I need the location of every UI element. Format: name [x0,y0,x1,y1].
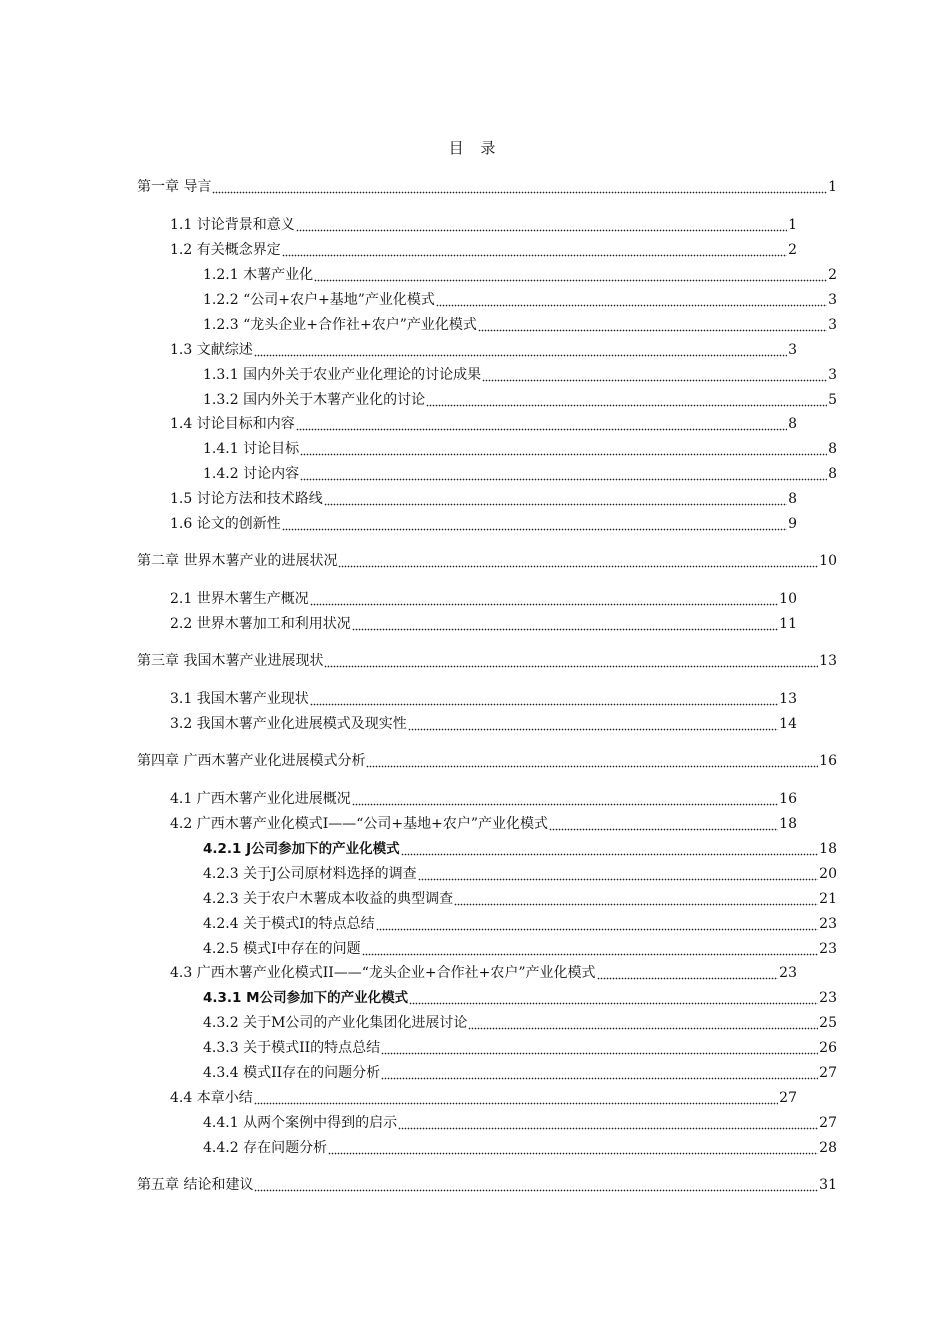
toc-entry-text: 4.3.3 关于模式II的特点总结 [203,1040,381,1056]
toc-page-number: 23 [819,916,837,932]
toc-page-number: 5 [828,392,837,408]
dot-leader [468,1014,818,1032]
toc-page-number: 16 [779,791,797,807]
dot-leader [314,266,827,284]
toc-page-number: 13 [819,653,837,669]
toc-entry-text: 4.1 广西木薯产业化进展概况 [170,791,351,807]
dot-leader [352,615,778,633]
toc-entry-2-2[interactable] [170,611,797,633]
toc-entry-chapter-1[interactable] [137,174,837,196]
toc-entry-4-3-2[interactable] [203,1010,837,1032]
toc-entry-text: 第一章 导言 [137,179,212,195]
toc-entry-text: 4.2.5 模式Ⅰ中存在的问题 [203,941,361,957]
dot-leader [300,465,827,483]
dot-leader [401,840,819,858]
toc-entry-4-2-5[interactable] [203,936,837,958]
toc-entry-2-1[interactable] [170,586,797,608]
toc-entry-text: 第二章 世界木薯产业的进展状况 [137,553,338,569]
toc-entry-4-4-2[interactable] [203,1135,837,1157]
toc-entry-4-2-3b[interactable] [203,886,837,908]
toc-entry-text: 1.2.2 “公司+农户+基地”产业化模式 [203,292,435,308]
toc-page-number: 2 [788,242,797,258]
toc-page-number: 23 [779,965,797,981]
dot-leader [328,1139,818,1157]
dot-leader [282,241,787,259]
toc-page-number: 8 [828,466,837,482]
toc-entry-text: 4.2 广西木薯产业化模式Ⅰ——“公司+基地+农户”产业化模式 [170,816,549,832]
toc-entry-text: 3.2 我国木薯产业化进展模式及现实性 [170,716,407,732]
toc-entry-1-4-2[interactable] [203,461,837,483]
dot-leader [398,1114,818,1132]
toc-entry-4-3-1[interactable] [203,985,837,1007]
toc-entry-text: 4.3.4 模式II存在的问题分析 [203,1065,381,1081]
toc-entry-4-4[interactable] [170,1085,797,1107]
dot-leader [296,415,787,433]
dot-leader [381,1039,818,1057]
toc-entry-4-1[interactable] [170,786,797,808]
toc-page-number: 20 [819,866,837,882]
dot-leader [300,440,827,458]
dot-leader [282,515,787,533]
dot-leader [310,590,778,608]
toc-entry-1-2[interactable] [170,237,797,259]
toc-entry-1-3-1[interactable] [203,362,837,384]
toc-entry-text: 1.1 讨论背景和意义 [170,217,295,233]
toc-entry-text: 4.3.2 关于M公司的产业化集团化进展讨论 [203,1015,468,1031]
toc-entry-4-3[interactable] [170,960,797,982]
dot-leader [352,790,778,808]
toc-page-number: 2 [828,267,837,283]
toc-page-number: 14 [779,716,797,732]
dot-leader [597,964,779,982]
toc-entry-1-2-2[interactable] [203,287,837,309]
toc-entry-4-3-3[interactable] [203,1035,837,1057]
toc-page-number: 18 [819,841,837,857]
toc-entry-4-4-1[interactable] [203,1110,837,1132]
toc-entry-4-3-4[interactable] [203,1060,837,1082]
toc-page-number: 31 [819,1177,837,1193]
toc-entry-1-1[interactable] [170,212,797,234]
toc-entry-1-3-2[interactable] [203,387,837,409]
page-title: 目 录 [448,139,502,157]
dot-leader [366,752,818,770]
toc-entry-chapter-2[interactable] [137,548,837,570]
toc-entry-text: 4.3 广西木薯产业化模式ⅠI——“龙头企业+合作社+农户”产业化模式 [170,965,596,981]
dot-leader [478,316,827,334]
dot-leader [549,815,778,833]
toc-page-number: 16 [819,753,837,769]
dot-leader [362,940,819,958]
toc-entry-text: 1.4.2 讨论内容 [203,466,300,482]
toc-page-number: 21 [819,891,837,907]
toc-entry-text: 第四章 广西木薯产业化进展模式分析 [137,753,366,769]
toc-page-number: 27 [819,1065,837,1081]
toc-entry-text: 2.2 世界木薯加工和利用状况 [170,616,351,632]
toc-entry-3-1[interactable] [170,686,797,708]
toc-entry-chapter-3[interactable] [137,648,837,670]
toc-page-number: 3 [788,342,797,358]
toc-entry-text: 1.2.3 “龙头企业+合作社+农户”产业化模式 [203,317,477,333]
toc-entry-text: 4.2.4 关于模式Ⅰ的特点总结 [203,916,375,932]
toc-page-number: 8 [788,491,797,507]
toc-entry-3-2[interactable] [170,711,797,733]
dot-leader [254,1089,778,1107]
dot-leader [254,1176,818,1194]
toc-entry-1-2-1[interactable] [203,262,837,284]
toc-page-number: 25 [819,1015,837,1031]
toc-page-number: 3 [828,317,837,333]
toc-entry-1-6[interactable] [170,511,797,533]
dot-leader [482,366,827,384]
toc-page-number: 28 [819,1140,837,1156]
toc-page-number: 27 [819,1115,837,1131]
toc-page-number: 23 [819,941,837,957]
toc-page-number: 10 [779,591,797,607]
dot-leader [376,915,819,933]
toc-entry-text: 1.2.1 木薯产业化 [203,267,314,283]
dot-leader [254,341,787,359]
toc-entry-4-2-4[interactable] [203,911,837,933]
toc-entry-chapter-4[interactable] [137,748,837,770]
dot-leader [408,715,778,733]
toc-entry-text: 1.5 讨论方法和技术路线 [170,491,323,507]
toc-page-number: 23 [819,990,837,1006]
dot-leader [426,391,827,409]
dot-leader [338,552,818,570]
dot-leader [296,216,787,234]
dot-leader [324,490,787,508]
toc-entry-text: 1.3 文献综述 [170,342,253,358]
toc-entry-text: 3.1 我国木薯产业现状 [170,691,309,707]
toc-entry-4-2[interactable] [170,811,797,833]
toc-entry-text: 2.1 世界木薯生产概况 [170,591,309,607]
toc-entry-text: 1.4.1 讨论目标 [203,441,300,457]
dot-leader [381,1064,818,1082]
toc-entry-text: 4.3.1 M公司参加下的产业化模式 [203,990,409,1006]
toc-entry-text: 第三章 我国木薯产业进展现状 [137,653,324,669]
toc-entry-text: 4.4.2 存在问题分析 [203,1140,328,1156]
toc-entry-4-2-1[interactable] [203,836,837,858]
toc-page-number: 26 [819,1040,837,1056]
toc-entry-1-4-1[interactable] [203,436,837,458]
toc-entry-text: 1.2 有关概念界定 [170,242,281,258]
dot-leader [310,690,778,708]
dot-leader [418,865,818,883]
toc-page-number: 9 [788,516,797,532]
toc-entry-1-3[interactable] [170,337,797,359]
toc-entry-text: 4.2.3 关于农户木薯成本收益的典型调查 [203,891,454,907]
toc-entry-1-2-3[interactable] [203,312,837,334]
toc-entry-4-2-3a[interactable] [203,861,837,883]
toc-page-number: 18 [779,816,797,832]
dot-leader [324,652,818,670]
toc-page-number: 27 [779,1090,797,1106]
dot-leader [436,291,827,309]
toc-page-number: 8 [828,441,837,457]
toc-page-number: 3 [828,292,837,308]
toc-entry-1-4[interactable] [170,411,797,433]
dot-leader [454,890,818,908]
toc-entry-text: 4.4.1 从两个案例中得到的启示 [203,1115,398,1131]
toc-entry-text: 1.6 论文的创新性 [170,516,281,532]
dot-leader [409,989,818,1007]
toc-entry-text: 1.3.1 国内外关于农业产业化理论的讨论成果 [203,367,482,383]
toc-entry-text: 4.4 本章小结 [170,1090,253,1106]
toc-entry-text: 4.2.1 J公司参加下的产业化模式 [203,841,400,857]
toc-entry-1-5[interactable] [170,486,797,508]
toc-entry-chapter-5[interactable] [137,1172,837,1194]
toc-entry-text: 4.2.3 关于J公司原材料选择的调查 [203,866,417,882]
toc-entry-text: 1.3.2 国内外关于木薯产业化的讨论 [203,392,426,408]
toc-page-number: 8 [788,416,797,432]
dot-leader [212,178,827,196]
toc-page-number: 13 [779,691,797,707]
toc-page-number: 3 [828,367,837,383]
toc-entry-text: 1.4 讨论目标和内容 [170,416,295,432]
toc-entry-text: 第五章 结论和建议 [137,1177,254,1193]
toc-page-number: 11 [779,616,797,632]
toc-page-number: 1 [788,217,797,233]
toc-page-number: 10 [819,553,837,569]
toc-page-number: 1 [828,179,837,195]
